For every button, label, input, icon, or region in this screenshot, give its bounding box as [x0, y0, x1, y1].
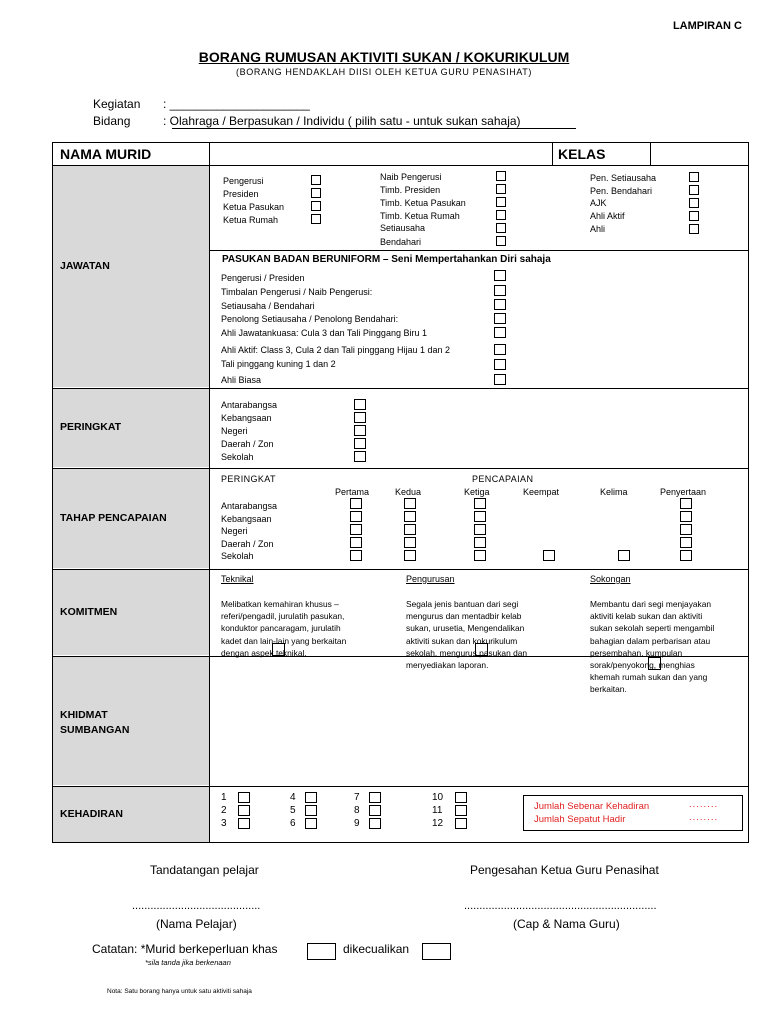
uniform-item: Ahli Biasa: [221, 375, 262, 385]
sokongan-title: Sokongan: [590, 574, 631, 584]
signature-left-line[interactable]: ..........................................: [132, 900, 261, 912]
tahap-row-label: Antarabangsa: [221, 501, 278, 511]
tahap-checkbox[interactable]: [404, 498, 416, 509]
tahap-row-label: Negeri: [221, 526, 248, 536]
peringkat-checkbox[interactable]: [354, 451, 366, 462]
peringkat-checkbox[interactable]: [354, 399, 366, 410]
tahap-checkbox[interactable]: [474, 550, 486, 561]
tahap-checkbox[interactable]: [618, 550, 630, 561]
jawatan-item: Timb. Presiden: [380, 185, 441, 195]
kehadiran-number: 11: [432, 805, 443, 816]
peringkat-item: Antarabangsa: [221, 400, 278, 410]
tahap-checkbox[interactable]: [404, 524, 416, 535]
tahap-checkbox[interactable]: [350, 537, 362, 548]
jawatan-item: Ahli: [590, 224, 606, 234]
khidmat-sumbangan-input[interactable]: [210, 700, 748, 785]
uniform-checkbox[interactable]: [494, 327, 506, 338]
jumlah-sebenar-value[interactable]: ........: [689, 799, 719, 810]
uniform-checkbox[interactable]: [494, 299, 506, 310]
uniform-item: Ahli Jawatankuasa: Cula 3 dan Tali Pinggang Biru 1: [221, 328, 427, 338]
jawatan-checkbox[interactable]: [311, 214, 321, 224]
form-subtitle: (BORANG HENDAKLAH DIISI OLEH KETUA GURU PENASIHAT): [236, 67, 532, 77]
tahap-label: TAHAP PENCAPAIAN: [60, 512, 167, 524]
footer-note: Nota: Satu borang hanya untuk satu aktiviti sahaja: [107, 988, 252, 995]
sokongan-checkbox[interactable]: [648, 657, 661, 670]
kehadiran-number: 10: [432, 792, 444, 803]
pengurusan-desc: Segala jenis bantuan dari segi mengurus dan mentadbir kelab sukan, urusetia, Mengendalikan aktiviti sukan dan kokurikulum sekolah, mengurus pasukan dan menyediakan laporan.: [406, 599, 528, 671]
pencapaian-col-header: Penyertaan: [660, 487, 707, 497]
nama-pelajar-caption: (Nama Pelajar): [156, 917, 237, 931]
kehadiran-number: 6: [290, 818, 296, 829]
jawatan-item: Ketua Pasukan: [223, 202, 285, 212]
nama-murid-label: NAMA MURID: [60, 146, 152, 162]
kehadiran-checkbox[interactable]: [238, 792, 250, 803]
uniform-item: Timbalan Pengerusi / Naib Pengerusi:: [221, 287, 373, 297]
nama-murid-input[interactable]: [210, 143, 552, 165]
uniform-checkbox[interactable]: [494, 313, 506, 324]
kehadiran-checkbox[interactable]: [238, 818, 250, 829]
jawatan-item: Timb. Ketua Rumah: [380, 211, 460, 221]
peringkat-checkbox[interactable]: [354, 412, 366, 423]
peringkat-item: Sekolah: [221, 452, 254, 462]
catatan-note: *sila tanda jika berkenaan: [145, 958, 231, 967]
kehadiran-checkbox[interactable]: [305, 818, 317, 829]
jawatan-item: Naib Pengerusi: [380, 172, 442, 182]
kehadiran-number: 1: [221, 792, 227, 803]
tahap-checkbox[interactable]: [404, 511, 416, 522]
uniform-item: Ahli Aktif: Class 3, Cula 2 dan Tali pinggang Hijau 1 dan 2: [221, 345, 450, 355]
tahap-checkbox[interactable]: [474, 498, 486, 509]
signature-right-title: Pengesahan Ketua Guru Penasihat: [470, 863, 659, 877]
kehadiran-number: 9: [354, 818, 360, 829]
bidang-value[interactable]: : Olahraga / Berpasukan / Individu ( pilih satu - untuk sukan sahaja): [163, 114, 521, 128]
jawatan-checkbox[interactable]: [689, 185, 699, 195]
tahap-checkbox[interactable]: [404, 550, 416, 561]
jawatan-item: Bendahari: [380, 237, 422, 247]
khidmat-label: KHIDMAT SUMBANGAN: [60, 709, 130, 736]
jawatan-checkbox[interactable]: [496, 197, 506, 207]
jawatan-item: Ahli Aktif: [590, 211, 625, 221]
tahap-checkbox[interactable]: [350, 550, 362, 561]
bidang-label: Bidang: [93, 114, 131, 128]
tahap-checkbox[interactable]: [680, 537, 692, 548]
tahap-checkbox[interactable]: [680, 498, 692, 509]
kehadiran-checkbox[interactable]: [369, 805, 381, 816]
kehadiran-number: 4: [290, 792, 296, 803]
pengurusan-checkbox[interactable]: [475, 643, 488, 656]
jumlah-patut-label: Jumlah Sepatut Hadir: [534, 814, 626, 825]
peringkat-item: Daerah / Zon: [221, 439, 274, 449]
uniform-checkbox[interactable]: [494, 359, 506, 370]
sokongan-desc: Membantu dari segi menjayakan aktiviti kelab sukan dan aktiviti sukan sekolah seperti mengambil bahagian dalam perbarisan atau persembahan, kumpulan sorak/penyokong, menghias khemah rumah sukan dan yang berkaitan.: [590, 599, 715, 695]
kegiatan-label: Kegiatan: [93, 97, 141, 111]
uniform-item: Pengerusi / Presiden: [221, 273, 305, 283]
kehadiran-checkbox[interactable]: [238, 805, 250, 816]
signature-right-line[interactable]: ...............................................................: [464, 900, 657, 912]
teknikal-desc: Melibatkan kemahiran khusus – referi/pengadil, jurulatih pasukan, konduktor pancaragam, jurulatih kadet dan lain-lain yang berkaitan dengan aspek teknikal.: [221, 599, 347, 658]
peringkat-checkbox[interactable]: [354, 425, 366, 436]
pencapaian-col-header: Keempat: [523, 487, 560, 497]
kehadiran-checkbox[interactable]: [369, 818, 381, 829]
kehadiran-checkbox[interactable]: [455, 818, 467, 829]
peringkat-item: Kebangsaan: [221, 413, 272, 423]
jumlah-sebenar-label: Jumlah Sebenar Kehadiran: [534, 801, 650, 812]
jumlah-box: [523, 795, 743, 831]
jawatan-label: JAWATAN: [60, 260, 110, 272]
teknikal-title: Teknikal: [221, 574, 254, 584]
jawatan-checkbox[interactable]: [311, 175, 321, 185]
uniform-checkbox[interactable]: [494, 374, 506, 385]
jawatan-label-cell: [53, 166, 209, 387]
catatan-text: Catatan: *Murid berkeperluan khas: [92, 942, 278, 956]
tahap-checkbox[interactable]: [680, 511, 692, 522]
peringkat-label: PERINGKAT: [60, 421, 122, 433]
peringkat-checkbox[interactable]: [354, 438, 366, 449]
jawatan-item: Pen. Bendahari: [590, 186, 653, 196]
kehadiran-checkbox[interactable]: [305, 805, 317, 816]
dikecualikan-checkbox[interactable]: [422, 943, 451, 960]
tahap-checkbox[interactable]: [404, 537, 416, 548]
pencapaian-col-header: Kelima: [600, 487, 628, 497]
tahap-checkbox[interactable]: [680, 550, 692, 561]
jawatan-item: AJK: [590, 198, 607, 208]
pencapaian-col-header: Kedua: [395, 487, 422, 497]
tahap-checkbox[interactable]: [350, 524, 362, 535]
uniform-checkbox[interactable]: [494, 270, 506, 281]
jawatan-item: Presiden: [223, 189, 259, 199]
jawatan-item: Ketua Rumah: [223, 215, 279, 225]
teknikal-checkbox[interactable]: [272, 643, 285, 656]
pencapaian-col-header: Pertama: [335, 487, 370, 497]
jawatan-checkbox[interactable]: [689, 198, 699, 208]
tahap-row-label: Daerah / Zon: [221, 539, 274, 549]
kehadiran-number: 7: [354, 792, 360, 803]
pencapaian-col-header: Ketiga: [464, 487, 490, 497]
tahap-checkbox[interactable]: [350, 511, 362, 522]
dikecualikan-label: dikecualikan: [343, 942, 410, 956]
kehadiran-number: 5: [290, 805, 296, 816]
jawatan-checkbox[interactable]: [689, 172, 699, 182]
komitmen-label: KOMITMEN: [60, 606, 118, 618]
tahap-row-label: Kebangsaan: [221, 514, 272, 524]
kehadiran-checkbox[interactable]: [455, 792, 467, 803]
tahap-checkbox[interactable]: [543, 550, 555, 561]
kehadiran-checkbox[interactable]: [369, 792, 381, 803]
uniform-item: Setiausaha / Bendahari: [221, 301, 315, 311]
jawatan-checkbox[interactable]: [689, 211, 699, 221]
murid-khas-checkbox[interactable]: [307, 943, 336, 960]
tahap-checkbox[interactable]: [474, 511, 486, 522]
jawatan-item: Pengerusi: [223, 176, 264, 186]
uniform-checkbox[interactable]: [494, 285, 506, 296]
jawatan-checkbox[interactable]: [496, 171, 506, 181]
jawatan-checkbox[interactable]: [496, 184, 506, 194]
pencapaian-header: PENCAPAIAN: [472, 474, 534, 484]
kehadiran-number: 12: [432, 818, 444, 829]
kehadiran-number: 8: [354, 805, 360, 816]
tahap-checkbox[interactable]: [350, 498, 362, 509]
jawatan-item: Setiausaha: [380, 223, 426, 233]
tahap-peringkat-header: PERINGKAT: [221, 474, 276, 484]
kegiatan-value[interactable]: : _____________________: [163, 97, 310, 111]
tahap-checkbox[interactable]: [474, 537, 486, 548]
kelas-label: KELAS: [558, 146, 606, 162]
pengurusan-title: Pengurusan: [406, 574, 455, 584]
jawatan-item: Timb. Ketua Pasukan: [380, 198, 466, 208]
jawatan-checkbox[interactable]: [689, 224, 699, 234]
kelas-input[interactable]: [651, 143, 748, 165]
jawatan-item: Pen. Setiausaha: [590, 173, 657, 183]
peringkat-item: Negeri: [221, 426, 248, 436]
tahap-row-label: Sekolah: [221, 551, 254, 561]
uniform-item: Tali pinggang kuning 1 dan 2: [221, 359, 336, 369]
lampiran-label: LAMPIRAN C: [672, 20, 742, 32]
uniform-item: Penolong Setiausaha / Penolong Bendahari:: [221, 314, 399, 324]
tahap-checkbox[interactable]: [680, 524, 692, 535]
uniform-title: PASUKAN BADAN BERUNIFORM – Seni Mempertahankan Diri sahaja: [222, 254, 551, 265]
kehadiran-number: 2: [221, 805, 227, 816]
jawatan-checkbox[interactable]: [496, 236, 506, 246]
kehadiran-checkbox[interactable]: [455, 805, 467, 816]
jawatan-checkbox[interactable]: [311, 188, 321, 198]
uniform-checkbox[interactable]: [494, 344, 506, 355]
jawatan-checkbox[interactable]: [496, 223, 506, 233]
form-title: BORANG RUMUSAN AKTIVITI SUKAN / KOKURIKULUM: [198, 49, 570, 65]
kehadiran-number: 3: [221, 818, 227, 829]
jawatan-checkbox[interactable]: [496, 210, 506, 220]
tahap-checkbox[interactable]: [474, 524, 486, 535]
signature-left-title: Tandatangan pelajar: [150, 863, 259, 877]
jawatan-checkbox[interactable]: [311, 201, 321, 211]
cap-nama-guru-caption: (Cap & Nama Guru): [513, 917, 620, 931]
jumlah-patut-value[interactable]: ........: [689, 812, 719, 823]
kehadiran-label: KEHADIRAN: [60, 808, 123, 820]
kehadiran-checkbox[interactable]: [305, 792, 317, 803]
